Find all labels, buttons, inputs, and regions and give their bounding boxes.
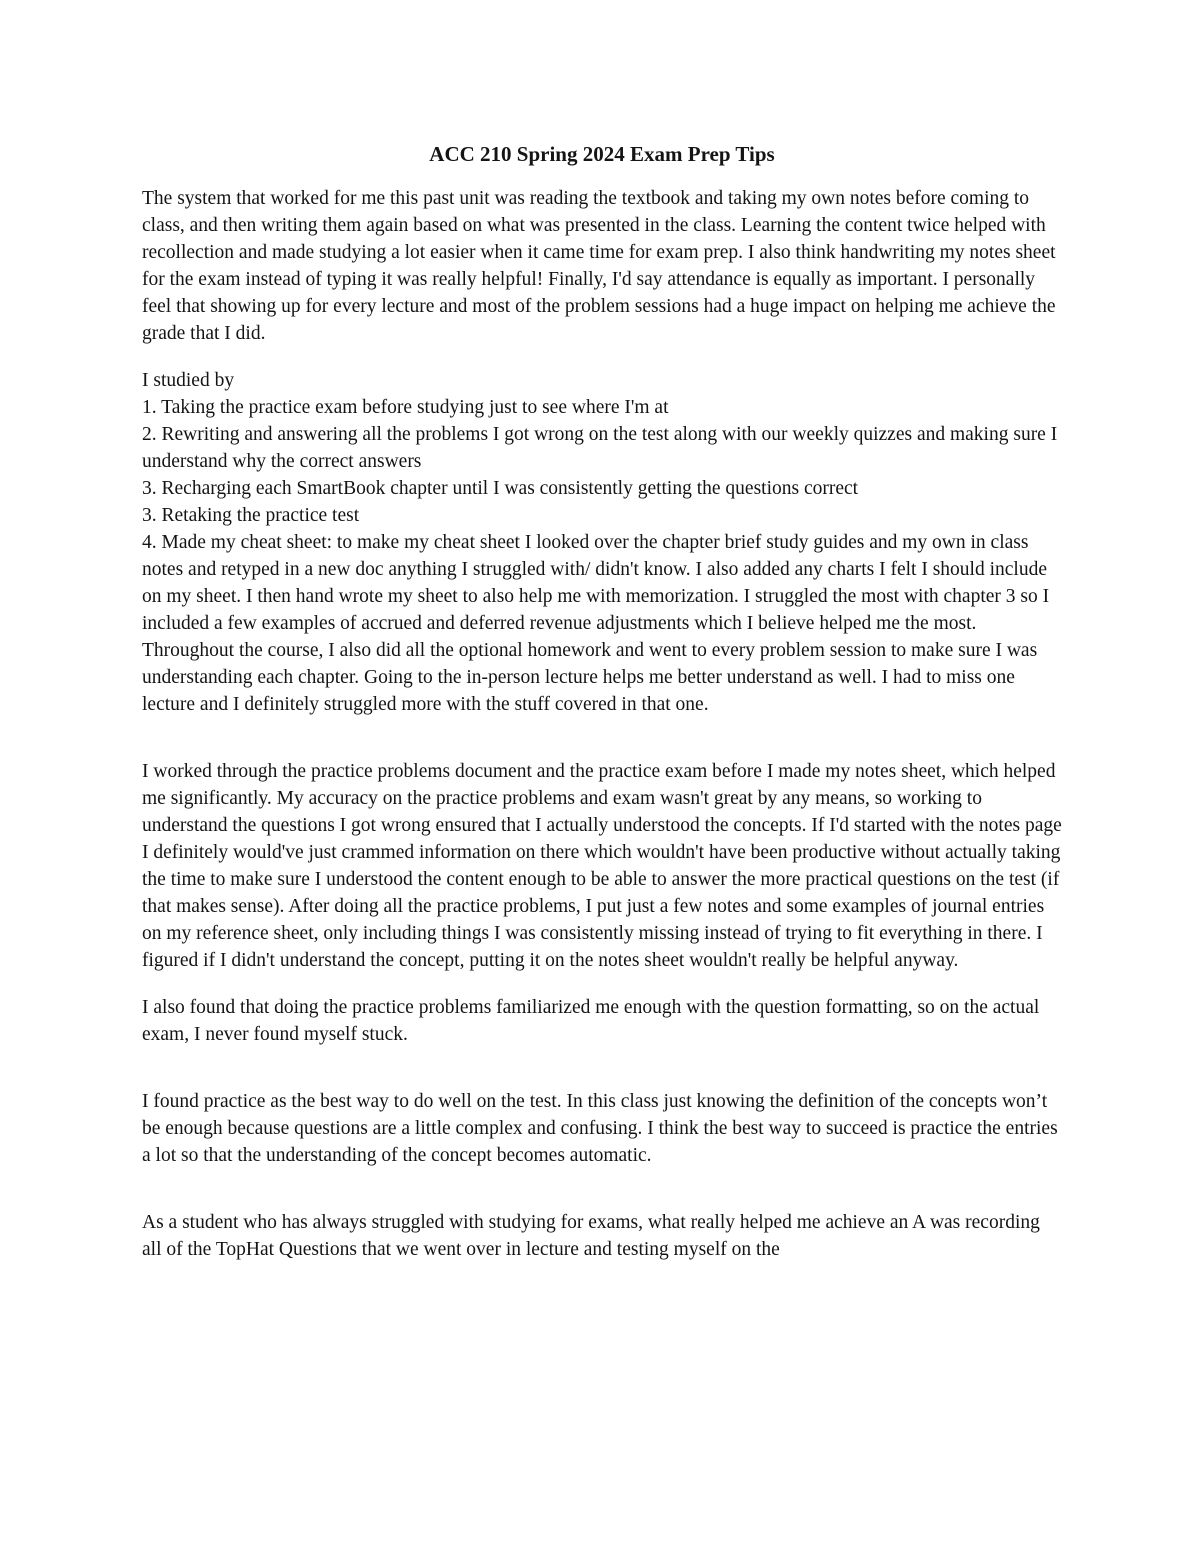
study-list-item: 3. Recharging each SmartBook chapter until I was consistently getting the questions correct bbox=[142, 478, 859, 499]
document-title: ACC 210 Spring 2024 Exam Prep Tips bbox=[429, 142, 775, 166]
study-list-intro: I studied by bbox=[142, 370, 235, 391]
document-body bbox=[142, 140, 1062, 1263]
paragraph-study-system: The system that worked for me this past unit was reading the textbook and taking my own notes before coming to class, and then writing them again based on what was presented in the class. Learning the content twice helped with recollection and made studying a lot easier when it came time for exam prep. I also think handwriting my notes sheet for the exam instead of typing it was really helpful! Finally, I'd say attendance is equally as important. I personally feel that showing up for every lecture and most of the problem sessions had a huge impact on helping me achieve the grade that I did. bbox=[142, 188, 1056, 344]
study-list-item: 1. Taking the practice exam before studying just to see where I'm at bbox=[142, 397, 669, 418]
paragraph-question-formatting: I also found that doing the practice problems familiarized me enough with the question formatting, so on the actual exam, I never found myself stuck. bbox=[142, 997, 1040, 1045]
study-list bbox=[142, 367, 1062, 637]
paragraph-throughout-course: Throughout the course, I also did all the optional homework and went to every problem session to make sure I was understanding each chapter. Going to the in-person lecture helps me better understand as well. I had to miss one lecture and I definitely struggled more with the stuff covered in that one. bbox=[142, 640, 1038, 715]
paragraph-best-way: I found practice as the best way to do well on the test. In this class just knowing the definition of the concepts won’t be enough because questions are a little complex and confusing. I think the best way to succeed is practice the entries a lot so that the understanding of the concept becomes automatic. bbox=[142, 1091, 1058, 1166]
study-list-item: 3. Retaking the practice test bbox=[142, 505, 360, 526]
paragraph-practice-document: I worked through the practice problems document and the practice exam before I made my notes sheet, which helped me significantly. My accuracy on the practice problems and exam wasn't great by any means, so working to understand the questions I got wrong ensured that I actually understood the concepts. If I'd started with the notes page I definitely would've just crammed information on there which wouldn't have been productive without actually taking the time to make sure I understood the content enough to be able to answer the more practical questions on the test (if that makes sense). After doing all the practice problems, I put just a few notes and some examples of journal entries on my reference sheet, only including things I was consistently missing instead of trying to fit everything in there. I figured if I didn't understand the concept, putting it on the notes sheet wouldn't really be helpful anyway. bbox=[142, 761, 1062, 971]
paragraph-tophat: As a student who has always struggled with studying for exams, what really helped me achieve an A was recording all of the TopHat Questions that we went over in lecture and testing myself on the bbox=[142, 1212, 1040, 1260]
study-list-item: 2. Rewriting and answering all the problems I got wrong on the test along with our weekly quizzes and making sure I understand why the correct answers bbox=[142, 424, 1058, 472]
study-list-item: 4. Made my cheat sheet: to make my cheat sheet I looked over the chapter brief study guides and my own in class notes and retyped in a new doc anything I struggled with/ didn't know. I also added any charts I felt I should include on my sheet. I then hand wrote my sheet to also help me with memorization. I struggled the most with chapter 3 so I included a few examples of accrued and deferred revenue adjustments which I believe helped me the most. bbox=[142, 532, 1050, 634]
